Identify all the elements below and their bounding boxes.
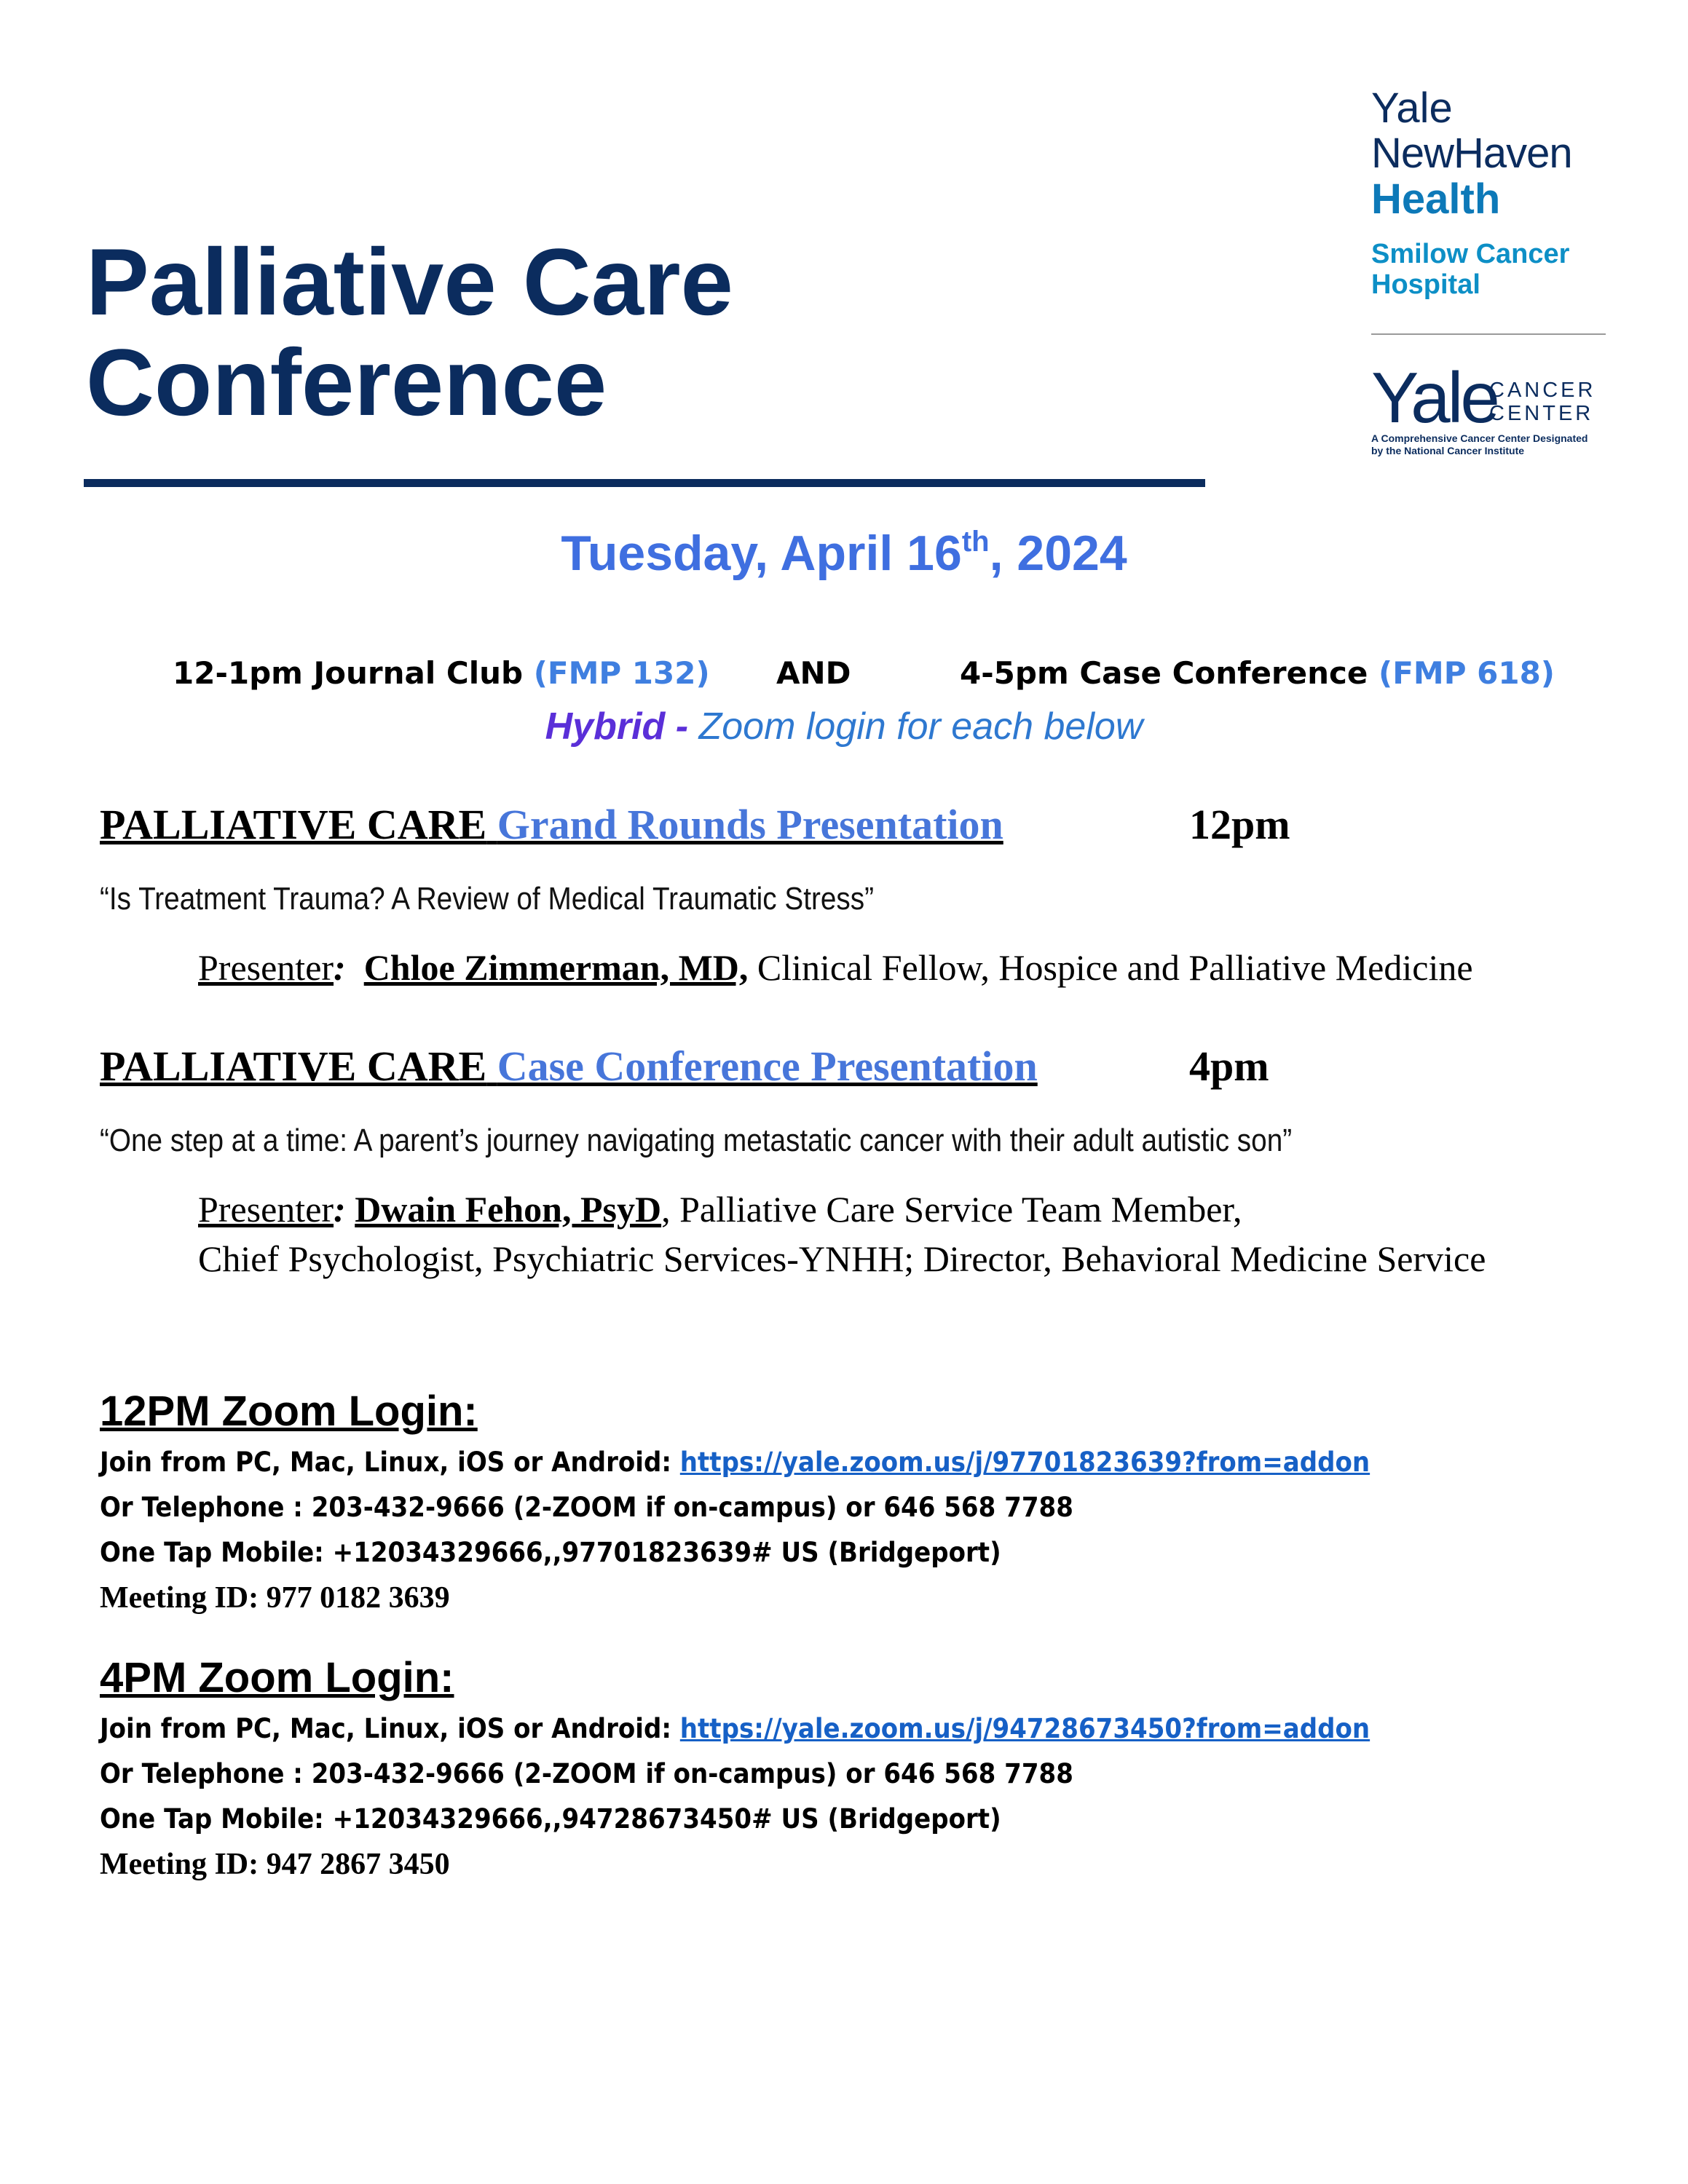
case-conference-title: “One step at a time: A parent’s journey navigating metastatic cancer with their adult autistic son” (100, 1123, 1293, 1158)
presenter-colon: : (334, 947, 346, 988)
event-date (0, 524, 1688, 582)
grand-rounds-title: “Is Treatment Trauma? A Review of Medical Traumatic Stress” (100, 881, 875, 917)
journal-club-room: (FMP 132) (533, 655, 710, 691)
zoom-4pm-link[interactable]: https://yale.zoom.us/j/94728673450?from=addon (679, 1713, 1370, 1744)
grand-rounds-prefix: PALLIATIVE CARE (100, 801, 487, 848)
ycc-desig-line-2: by the National Cancer Institute (1371, 445, 1525, 456)
case-conference-heading (100, 1042, 1038, 1091)
zoom-4pm-join (100, 1706, 1370, 1752)
title-line-2: Conference (86, 329, 607, 435)
ycc-desig-line-1: A Comprehensive Cancer Center Designated (1371, 432, 1588, 444)
zoom-12pm-meeting-id: Meeting ID: 977 0182 3639 (100, 1581, 450, 1615)
case-conference-time: 4-5pm Case Conference (960, 655, 1368, 691)
case-conference-presenter-title-2: Chief Psychologist, Psychiatric Services-YNHH; Director, Behavioral Medicine Service (198, 1238, 1486, 1279)
grand-rounds-time: 12pm (1189, 801, 1290, 848)
ycc-center: CENTER (1489, 402, 1594, 425)
title-line-1: Palliative Care (86, 229, 733, 335)
grand-rounds-heading (100, 801, 1003, 849)
presenter-colon: : (334, 1189, 346, 1230)
zoom-12pm-title: 12PM Zoom Login: (100, 1388, 478, 1435)
hybrid-label: Hybrid - (545, 705, 689, 748)
presenter-title: Clinical Fellow, Hospice and Palliative Medicine (748, 947, 1473, 988)
zoom-12pm-join (100, 1440, 1370, 1485)
zoom-12pm-link[interactable]: https://yale.zoom.us/j/97701823639?from=addon (679, 1447, 1370, 1478)
date-main: Tuesday, April 16 (561, 526, 962, 581)
zoom-4pm-title: 4PM Zoom Login: (100, 1654, 454, 1701)
ynhh-logo-health: Health (1371, 175, 1501, 223)
date-ordinal: th (961, 526, 990, 558)
grand-rounds-type: Grand Rounds Presentation (497, 801, 1003, 848)
smilow-logo-text (1371, 239, 1612, 300)
yale-cancer-center-logo (1371, 357, 1612, 463)
case-conference-room: (FMP 618) (1379, 655, 1555, 691)
case-conference-line (960, 655, 1555, 692)
case-conference-start: 4pm (1189, 1042, 1269, 1090)
case-conference-prefix: PALLIATIVE CARE (100, 1042, 487, 1090)
header-rule (84, 479, 1205, 487)
ycc-cancer: CANCER (1489, 379, 1596, 402)
ycc-logo-yale: Yale (1371, 357, 1497, 438)
ycc-designation (1371, 432, 1612, 457)
ynhh-logo-yale: Yale (1371, 84, 1453, 132)
smilow-line-2: Hospital (1371, 269, 1480, 300)
logo-divider (1371, 333, 1606, 335)
zoom-12pm-telephone: Or Telephone : 203-432-9666 (2-ZOOM if on-campus) or 646 568 7788 (100, 1492, 1073, 1523)
zoom-join-label: Join from PC, Mac, Linux, iOS or Android: (100, 1447, 680, 1478)
zoom-12pm-one-tap: One Tap Mobile: +12034329666,,97701823639# US (Bridgeport) (100, 1537, 1001, 1568)
journal-club-line (173, 655, 710, 692)
hybrid-note (0, 705, 1688, 748)
grand-rounds-presenter (198, 943, 1473, 992)
ynhh-smilow-logo (1371, 86, 1612, 300)
case-conference-type: Case Conference Presentation (497, 1042, 1038, 1090)
presenter-label: Presenter (198, 1189, 334, 1230)
page-title (86, 229, 733, 435)
schedule-and: AND (776, 655, 851, 691)
zoom-4pm-telephone: Or Telephone : 203-432-9666 (2-ZOOM if on-campus) or 646 568 7788 (100, 1758, 1073, 1789)
presenter-name: Dwain Fehon, PsyD (355, 1189, 662, 1230)
zoom-join-label: Join from PC, Mac, Linux, iOS or Android: (100, 1713, 680, 1744)
date-year: , 2024 (989, 526, 1127, 581)
zoom-4pm-one-tap: One Tap Mobile: +12034329666,,94728673450# US (Bridgeport) (100, 1803, 1001, 1835)
zoom-4pm-meeting-id: Meeting ID: 947 2867 3450 (100, 1848, 450, 1881)
ynhh-logo-newhaven: NewHaven (1371, 130, 1572, 177)
smilow-line-1: Smilow Cancer (1371, 239, 1570, 269)
presenter-label: Presenter (198, 947, 334, 988)
case-conference-presenter (198, 1185, 1242, 1233)
presenter-title: , Palliative Care Service Team Member, (661, 1189, 1242, 1230)
journal-club-time: 12-1pm Journal Club (173, 655, 524, 691)
presenter-name: Chloe Zimmerman, MD, (363, 947, 749, 988)
ycc-logo-cancer-center (1489, 379, 1596, 425)
hybrid-text: Zoom login for each below (688, 705, 1143, 748)
